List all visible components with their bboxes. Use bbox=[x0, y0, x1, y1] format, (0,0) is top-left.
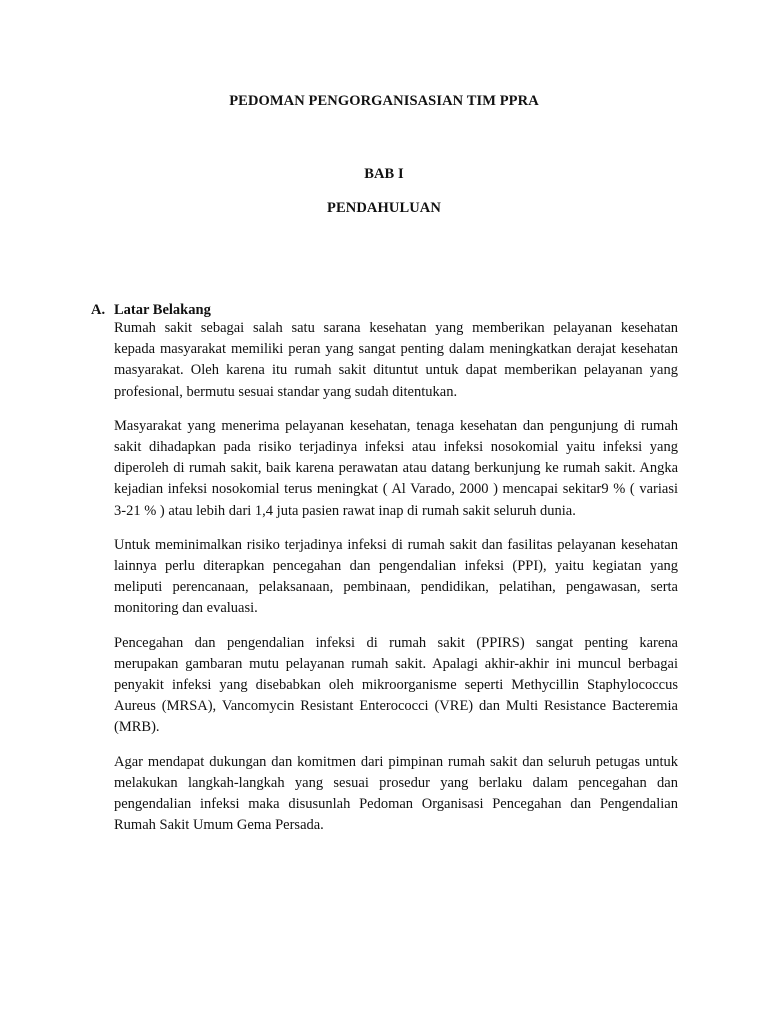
paragraph-line: Rumah sakit sebagai salah satu sarana kesehatan yang memberikan pelayanan kesehatan bbox=[114, 320, 678, 336]
paragraph-line: monitoring dan evaluasi. bbox=[114, 600, 258, 617]
paragraph-line: merupakan gambaran mutu pelayanan rumah sakit. Apalagi akhir-akhir ini muncul berbagai bbox=[114, 655, 678, 672]
paragraph-line: penyakit infeksi yang disebabkan oleh mikroorganisme seperti Methycillin Staphylococcus bbox=[114, 677, 678, 694]
section-heading-text: Latar Belakang bbox=[114, 302, 211, 318]
paragraph-line: pengendalian infeksi maka disusunlah Pedoman Organisasi Pencegahan dan Pengendalian bbox=[114, 796, 678, 813]
paragraph-line: meliputi perencanaan, pelaksanaan, pembinaan, pendidikan, pelatihan, pengawasan, serta bbox=[114, 579, 678, 596]
section-heading bbox=[91, 302, 211, 319]
paragraph-line: Untuk meminimalkan risiko terjadinya infeksi di rumah sakit dan fasilitas pelayanan kesehatan bbox=[114, 536, 678, 553]
chapter-title: PENDAHULUAN bbox=[327, 200, 441, 216]
paragraph-line: Aureus (MRSA), Vancomycin Resistant Enterococci (VRE) dan Multi Resistance Bacteremia bbox=[114, 698, 678, 715]
paragraph bbox=[114, 633, 678, 739]
paragraph-line: 3-21 % ) atau lebih dari 1,4 juta pasien rawat inap di rumah sakit seluruh dunia. bbox=[114, 502, 576, 519]
paragraph-line: Rumah Sakit Umum Gema Persada. bbox=[114, 817, 324, 834]
paragraph bbox=[114, 752, 678, 837]
paragraph-line: Pencegahan dan pengendalian infeksi di rumah sakit (PPIRS) sangat penting karena bbox=[114, 634, 678, 651]
paragraph-line: masyarakat. Oleh karena itu rumah sakit dituntut untuk dapat memberikan pelayanan yang bbox=[114, 362, 678, 379]
paragraph-line: profesional, bermutu sesuai standar yang sudah ditentukan. bbox=[114, 383, 458, 400]
paragraph-line: sakit dihadapkan pada risiko terjadinya infeksi atau infeksi nosokomial yaitu infeksi yang bbox=[114, 439, 678, 456]
section-marker: A. bbox=[91, 302, 106, 318]
paragraph-line: diperoleh di rumah sakit, baik karena perawatan atau datang berkunjung ke rumah sakit. Angka bbox=[114, 460, 678, 477]
section-body bbox=[114, 318, 678, 849]
paragraph-line: Agar mendapat dukungan dan komitmen dari pimpinan rumah sakit dan seluruh petugas untuk bbox=[114, 753, 678, 770]
paragraph bbox=[114, 416, 678, 522]
paragraph-line: kejadian infeksi nosokomial terus meningkat ( Al Varado, 2000 ) mencapai sekitar9 % ( variasi bbox=[114, 481, 678, 498]
paragraph-line: melakukan langkah-langkah yang sesuai prosedur yang berlaku dalam pencegahan dan bbox=[114, 774, 678, 791]
paragraph bbox=[114, 535, 678, 620]
paragraph-line: (MRB). bbox=[114, 719, 160, 736]
document-title: PEDOMAN PENGORGANISASIAN TIM PPRA bbox=[229, 93, 539, 109]
paragraph-line: kepada masyarakat memiliki peran yang sangat penting dalam meningkatkan derajat kesehatan bbox=[114, 341, 678, 358]
paragraph-line: Masyarakat yang menerima pelayanan kesehatan, tenaga kesehatan dan pengunjung di rumah bbox=[114, 417, 678, 434]
paragraph-line: lainnya perlu diterapkan pencegahan dan pengendalian infeksi (PPI), yaitu kegiatan yang bbox=[114, 558, 678, 575]
chapter-number: BAB I bbox=[364, 166, 404, 182]
paragraph bbox=[114, 318, 678, 403]
